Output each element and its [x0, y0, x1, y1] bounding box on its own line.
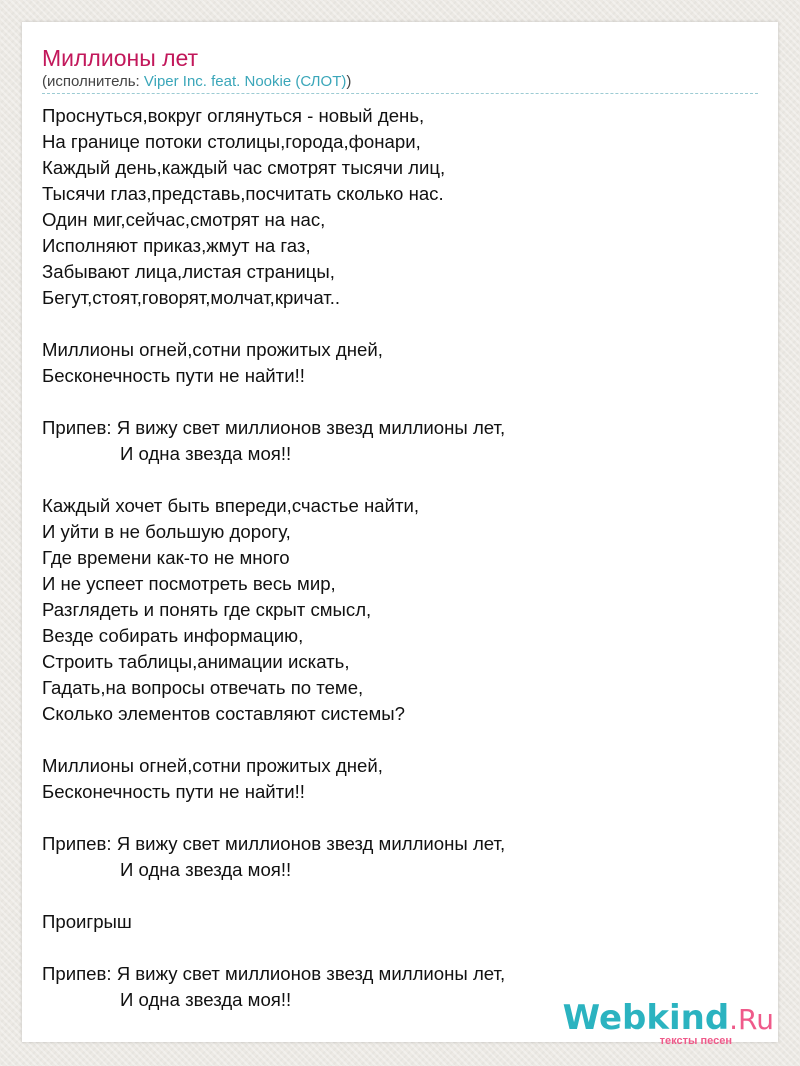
logo-tld: .Ru [729, 1003, 774, 1036]
lyric-line: И одна звезда моя!! [120, 859, 292, 880]
lyric-blank-line [42, 467, 752, 493]
title-divider [42, 93, 758, 94]
lyric-line: Разглядеть и понять где скрыт смысл, [42, 599, 372, 620]
lyric-line: Исполняют приказ,жмут на газ, [42, 235, 311, 256]
lyric-line: Каждый день,каждый час смотрят тысячи лиц, [42, 157, 446, 178]
lyric-line: Строить таблицы,анимации искать, [42, 651, 350, 672]
lyric-line: И уйти в не большую дорогу, [42, 521, 291, 542]
artist-suffix: ) [346, 73, 352, 90]
lyric-line: Сколько элементов составляют системы? [42, 703, 405, 724]
lyric-line: Проснуться,вокруг оглянуться - новый день, [42, 105, 425, 126]
lyric-blank-line [42, 727, 752, 753]
lyric-line: Каждый хочет быть впереди,счастье найти, [42, 495, 420, 516]
lyric-line: Тысячи глаз,представь,посчитать сколько нас. [42, 183, 444, 204]
lyric-blank-line [42, 883, 752, 909]
lyrics-body [42, 103, 752, 1013]
lyric-line: Миллионы огней,сотни прожитых дней, [42, 755, 383, 776]
lyric-blank-line [42, 389, 752, 415]
lyrics-card [22, 22, 778, 1047]
artist-prefix: (исполнитель: [42, 73, 144, 90]
lyric-line: Бегут,стоят,говорят,молчат,кричат.. [42, 287, 341, 308]
lyric-line: Припев: Я вижу свет миллионов звезд миллионы лет, [42, 417, 506, 438]
artist-line [42, 72, 351, 92]
lyric-line: Забывают лица,листая страницы, [42, 261, 335, 282]
lyric-blank-line [42, 311, 752, 337]
lyric-blank-line [42, 935, 752, 961]
lyric-line: И одна звезда моя!! [120, 989, 292, 1010]
lyric-line: Припев: Я вижу свет миллионов звезд миллионы лет, [42, 963, 506, 984]
lyric-line: Бесконечность пути не найти!! [42, 781, 305, 802]
lyric-line: Где времени как-то не много [42, 547, 290, 568]
lyric-line: И не успеет посмотреть весь мир, [42, 573, 336, 594]
lyric-line: Припев: Я вижу свет миллионов звезд миллионы лет, [42, 833, 506, 854]
lyric-line: Везде собирать информацию, [42, 625, 304, 646]
lyric-line: Гадать,на вопросы отвечать по теме, [42, 677, 364, 698]
webkind-logo[interactable] [562, 998, 778, 1047]
lyric-line: Проигрыш [42, 911, 132, 932]
logo-wordmark [563, 1000, 774, 1038]
lyric-line: Миллионы огней,сотни прожитых дней, [42, 339, 383, 360]
artist-link[interactable]: Viper Inc. feat. Nookie (СЛОТ) [143, 73, 347, 90]
lyric-line: На границе потоки столицы,города,фонари, [42, 131, 421, 152]
lyric-line: И одна звезда моя!! [120, 443, 292, 464]
logo-main-text: Webkind [562, 998, 730, 1038]
lyric-blank-line [42, 805, 752, 831]
song-title: Миллионы лет [42, 45, 199, 71]
lyric-line: Один миг,сейчас,смотрят на нас, [42, 209, 326, 230]
logo-tagline: тексты песен [659, 1035, 732, 1047]
lyric-line: Бесконечность пути не найти!! [42, 365, 305, 386]
